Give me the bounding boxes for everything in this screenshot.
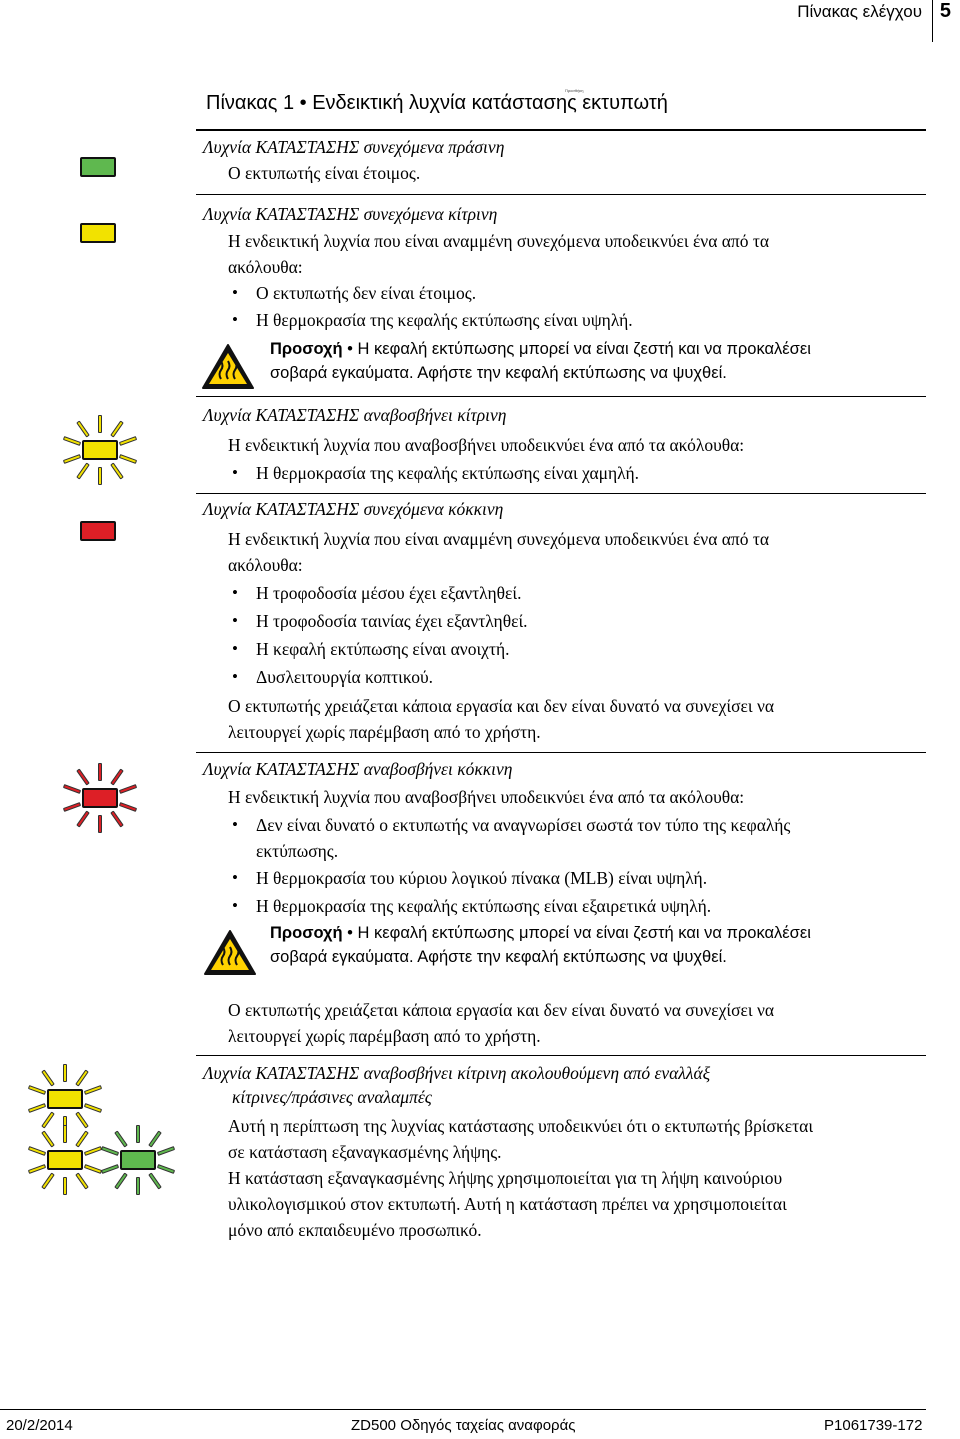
row5-intro: Η ενδεικτική λυχνία που αναβοσβήνει υποδεικνύει ένα από τα ακόλουθα: <box>228 787 745 807</box>
row-divider <box>196 194 926 195</box>
flashing-yellow-led-icon <box>64 414 136 486</box>
led-ray <box>41 1130 55 1147</box>
led-ray <box>119 784 137 794</box>
row-divider <box>196 752 926 753</box>
bullet: • <box>232 815 238 834</box>
row6-para2-end: μόνο από εκπαιδευμένο προσωπικό. <box>228 1220 482 1240</box>
led-ray <box>148 1173 162 1190</box>
led-ray <box>136 1125 140 1143</box>
flashing-green-led-icon <box>102 1124 174 1196</box>
bullet: • <box>232 639 238 658</box>
led-ray <box>28 1164 46 1174</box>
row4-intro-cont: ακόλουθα: <box>228 555 303 575</box>
row2-caution-line1 <box>270 338 811 360</box>
row6-para2-cont: υλικολογισμικού στον εκτυπωτή. Αυτή η κατάσταση πρέπει να χρησιμοποιείται <box>228 1194 787 1214</box>
row4-bullet2: Η τροφοδοσία ταινίας έχει εξαντληθεί. <box>256 611 528 631</box>
hot-surface-warning-icon <box>201 342 255 390</box>
led-ray <box>75 1069 89 1086</box>
led-ray <box>114 1173 128 1190</box>
led-ray <box>98 763 102 781</box>
footer-doc-title: ZD500 Οδηγός ταχείας αναφοράς <box>351 1417 576 1434</box>
led-ray <box>63 784 81 794</box>
led-ray <box>114 1130 128 1147</box>
row2-title: Λυχνία ΚΑΤΑΣΤΑΣΗΣ συνεχόμενα κίτρινη <box>203 204 498 224</box>
led-ray <box>41 1173 55 1190</box>
row3-title: Λυχνία ΚΑΤΑΣΤΑΣΗΣ αναβοσβήνει κίτρινη <box>203 405 507 425</box>
led-ray <box>76 463 90 480</box>
led-ray <box>75 1130 89 1147</box>
bullet: • <box>232 583 238 602</box>
row2-bullet1: Ο εκτυπωτής δεν είναι έτοιμος. <box>256 283 477 303</box>
row2-caution-line2: σοβαρά εγκαύματα. Αφήστε την κεφαλή εκτύπωσης να ψυχθεί. <box>270 364 727 382</box>
footer-doc-number: P1061739-172 <box>824 1417 923 1434</box>
led-ray <box>75 1173 89 1190</box>
bullet: • <box>232 310 238 329</box>
row5-bullet3: Η θερμοκρασία της κεφαλής εκτύπωσης είναι εξαιρετικά υψηλή. <box>256 896 712 916</box>
row5-bullet1: Δεν είναι δυνατό ο εκτυπωτής να αναγνωρίσει σωστά τον τύπο της κεφαλής <box>256 815 791 835</box>
row5-bullet1-cont: εκτύπωσης. <box>256 841 339 861</box>
row-divider <box>196 493 926 494</box>
led-ray <box>110 768 124 785</box>
led-ray <box>119 454 137 464</box>
section-title: Πίνακας ελέγχου <box>797 2 922 21</box>
row2-intro-cont: ακόλουθα: <box>228 257 303 277</box>
led-lamp <box>47 1150 83 1170</box>
row5-note-cont: λειτουργεί χωρίς παρέμβαση από το χρήστη. <box>228 1026 541 1046</box>
led-ray <box>98 815 102 833</box>
led-ray <box>63 436 81 446</box>
row1-title: Λυχνία ΚΑΤΑΣΤΑΣΗΣ συνεχόμενα πράσινη <box>203 137 505 157</box>
flashing-yellow-led-icon <box>29 1124 101 1196</box>
hot-surface-warning-icon <box>203 928 257 976</box>
caution-label: Προσοχή <box>270 924 343 942</box>
led-ray <box>63 802 81 812</box>
led-ray <box>41 1069 55 1086</box>
row4-title: Λυχνία ΚΑΤΑΣΤΑΣΗΣ συνεχόμενα κόκκινη <box>203 499 504 519</box>
bullet: • <box>232 667 238 686</box>
row5-caution-line1 <box>270 922 811 944</box>
led-ray <box>76 768 90 785</box>
led-ray <box>110 463 124 480</box>
led-ray <box>119 436 137 446</box>
caution-separator: • <box>342 924 358 942</box>
led-ray <box>98 467 102 485</box>
row5-note: Ο εκτυπωτής χρειάζεται κάποια εργασία και δεν είναι δυνατό να συνεχίσει να <box>228 1000 775 1020</box>
bullet: • <box>232 463 238 482</box>
row5-bullet2: Η θερμοκρασία του κύριου λογικού πίνακα (MLB) είναι υψηλή. <box>256 868 708 888</box>
row4-bullet4: Δυσλειτουργία κοπτικού. <box>256 667 434 687</box>
led-ray <box>28 1103 46 1113</box>
led-ray <box>63 1177 67 1195</box>
row-divider <box>196 1055 926 1056</box>
led-ray <box>63 1125 67 1143</box>
tiny-mark: Προσθήκη <box>565 88 584 93</box>
caution-label: Προσοχή <box>270 340 343 358</box>
led-lamp <box>82 440 118 460</box>
led-ray <box>101 1164 119 1174</box>
bullet: • <box>232 896 238 915</box>
row4-bullet1: Η τροφοδοσία μέσου έχει εξαντληθεί. <box>256 583 522 603</box>
table-title: Πίνακας 1 • Ενδεικτική λυχνία κατάστασης εκτυπωτή <box>206 92 668 114</box>
bullet: • <box>232 868 238 887</box>
led-ray <box>76 811 90 828</box>
led-ray <box>157 1146 175 1156</box>
caution-text: Η κεφαλή εκτύπωσης μπορεί να είναι ζεστή και να προκαλέσει <box>357 340 811 358</box>
led-ray <box>84 1085 102 1095</box>
led-ray <box>28 1085 46 1095</box>
bullet: • <box>232 283 238 302</box>
row6-title-cont: κίτρινες/πράσινες αναλαμπές <box>232 1087 432 1107</box>
red-led-icon <box>80 521 116 541</box>
footer-date: 20/2/2014 <box>6 1417 73 1434</box>
row-divider <box>196 396 926 397</box>
bullet: • <box>232 611 238 630</box>
led-ray <box>148 1130 162 1147</box>
led-ray <box>28 1146 46 1156</box>
page-number: 5 <box>939 0 951 22</box>
row5-caution-line2: σοβαρά εγκαύματα. Αφήστε την κεφαλή εκτύπωσης να ψυχθεί. <box>270 948 727 966</box>
led-ray <box>63 454 81 464</box>
row6-para1-cont: σε κατάσταση εξαναγκασμένης λήψης. <box>228 1142 502 1162</box>
row3-bullet1: Η θερμοκρασία της κεφαλής εκτύπωσης είναι χαμηλή. <box>256 463 640 483</box>
header-divider <box>932 0 933 42</box>
led-lamp <box>82 788 118 808</box>
row4-intro: Η ενδεικτική λυχνία που είναι αναμμένη συνεχόμενα υποδεικνύει ένα από τα <box>228 529 770 549</box>
yellow-led-icon <box>80 223 116 243</box>
row1-text: Ο εκτυπωτής είναι έτοιμος. <box>228 163 421 183</box>
led-ray <box>110 420 124 437</box>
caution-separator: • <box>342 340 358 358</box>
led-ray <box>157 1164 175 1174</box>
led-lamp <box>47 1089 83 1109</box>
caution-text: Η κεφαλή εκτύπωσης μπορεί να είναι ζεστή και να προκαλέσει <box>357 924 811 942</box>
led-ray <box>84 1146 102 1156</box>
led-lamp <box>120 1150 156 1170</box>
row2-bullet2: Η θερμοκρασία της κεφαλής εκτύπωσης είναι υψηλή. <box>256 310 633 330</box>
row6-para1: Αυτή η περίπτωση της λυχνίας κατάστασης υποδεικνύει ότι ο εκτυπωτής βρίσκεται <box>228 1116 814 1136</box>
led-ray <box>101 1146 119 1156</box>
led-ray <box>84 1103 102 1113</box>
green-led-icon <box>80 157 116 177</box>
led-ray <box>110 811 124 828</box>
flashing-red-led-icon <box>64 762 136 834</box>
led-ray <box>119 802 137 812</box>
row4-note: Ο εκτυπωτής χρειάζεται κάποια εργασία και δεν είναι δυνατό να συνεχίσει να <box>228 696 775 716</box>
led-ray <box>84 1164 102 1174</box>
led-ray <box>98 415 102 433</box>
row5-title: Λυχνία ΚΑΤΑΣΤΑΣΗΣ αναβοσβήνει κόκκινη <box>203 759 513 779</box>
row4-note-cont: λειτουργεί χωρίς παρέμβαση από το χρήστη. <box>228 722 541 742</box>
row6-title: Λυχνία ΚΑΤΑΣΤΑΣΗΣ αναβοσβήνει κίτρινη ακολουθούμενη από εναλλάξ <box>203 1063 711 1083</box>
row2-intro: Η ενδεικτική λυχνία που είναι αναμμένη συνεχόμενα υποδεικνύει ένα από τα <box>228 231 770 251</box>
row3-intro: Η ενδεικτική λυχνία που αναβοσβήνει υποδεικνύει ένα από τα ακόλουθα: <box>228 435 745 455</box>
row4-bullet3: Η κεφαλή εκτύπωσης είναι ανοιχτή. <box>256 639 510 659</box>
table-top-rule <box>196 129 926 131</box>
led-ray <box>63 1064 67 1082</box>
led-ray <box>76 420 90 437</box>
footer-rule <box>0 1409 926 1410</box>
row6-para2: Η κατάσταση εξαναγκασμένης λήψης χρησιμοποιείται για τη λήψη καινούριου <box>228 1168 783 1188</box>
led-ray <box>136 1177 140 1195</box>
